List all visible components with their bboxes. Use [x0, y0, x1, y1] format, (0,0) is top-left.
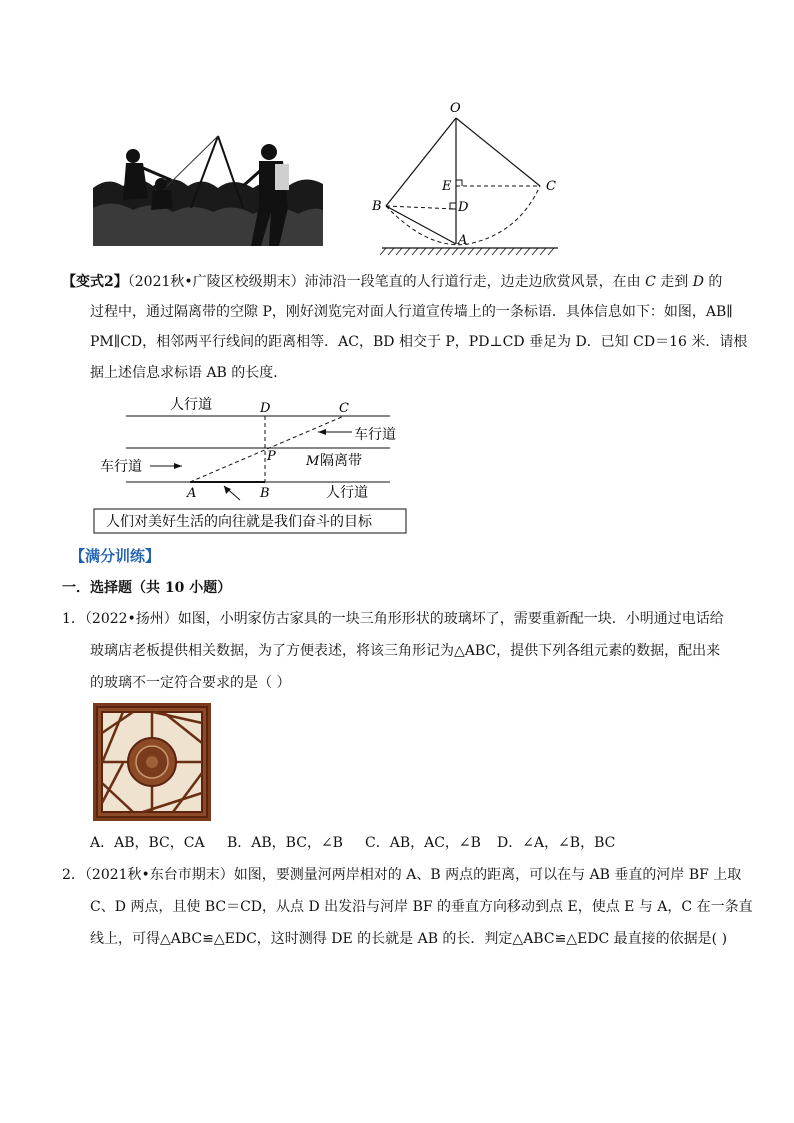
lane-bottom-label: 车行道 — [100, 459, 142, 475]
label-b: B — [372, 199, 382, 214]
road-label-m: M — [306, 454, 320, 469]
variant2-source: （2021秋•广陵区校级期末） — [127, 274, 305, 290]
variant2-line1-text: 沛沛沿一段笔直的人行道行走，边走边欣赏风景，在由 — [304, 274, 641, 290]
slogan-text: 人们对美好生活的向往就是我们奋斗的目标 — [106, 514, 372, 530]
road-label-c: C — [339, 401, 349, 416]
q1-line3: 的玻璃不一定符合要求的是（ ） — [90, 675, 291, 691]
q2-line1: 2．（2021秋•东台市期末）如图，要测量河两岸相对的 A、B 两点的距离，可以在与 AB 垂直的河岸 BF 上取 — [62, 867, 742, 883]
road-label-b: B — [260, 486, 270, 501]
median-label: 隔离带 — [320, 453, 362, 469]
variant2-line4: 据上述信息求标语 AB 的长度． — [90, 365, 288, 381]
q1-line2: 玻璃店老板提供相关数据，为了方便表述，将该三角形记为△ABC，提供下列各组元素的数据，配出来 — [90, 643, 721, 659]
pendulum-figure — [368, 98, 568, 260]
furniture-glass-image — [93, 703, 211, 821]
q1-option-c: C．AB，AC，∠B — [365, 835, 481, 851]
label-o: O — [450, 101, 461, 116]
road-label-d: D — [260, 401, 271, 416]
label-d: D — [458, 200, 469, 215]
label-a: A — [458, 233, 468, 248]
sidewalk-bottom-label: 人行道 — [326, 485, 368, 501]
label-c: C — [546, 179, 556, 194]
q1-line1: 1．（2022•扬州）如图，小明家仿古家具的一块三角形形状的玻璃坏了，需要重新配一块．小明通过电话给 — [62, 611, 724, 627]
label-e: E — [442, 179, 452, 194]
q1-option-a: A．AB，BC，CA — [90, 835, 205, 851]
lane-top-label: 车行道 — [354, 427, 396, 443]
section-subtitle: 一．选择题（共 10 小题） — [62, 580, 232, 596]
sidewalk-top-label: 人行道 — [170, 397, 212, 413]
variant2-tag: 【变式2】 — [62, 274, 128, 290]
variant2-line2: 过程中，通过隔离带的空隙 P，刚好浏览完对面人行道宣传墙上的一条标语．具体信息如下：如图，AB∥ — [90, 304, 733, 320]
q2-line3: 线上，可得△ABC≌△EDC，这时测得 DE 的长就是 AB 的长．判定△ABC≌△EDC 最直接的依据是( ) — [90, 931, 728, 947]
road-figure — [92, 392, 412, 537]
swing-photo — [93, 128, 323, 246]
road-label-p: P — [267, 449, 276, 464]
q2-line2: C、D 两点，且使 BC＝CD，从点 D 出发沿与河岸 BF 的垂直方向移动到点 E，使点 E 与 A，C 在一条直 — [90, 899, 753, 915]
q1-option-d: D．∠A，∠B，BC — [497, 835, 616, 851]
section-title: 【满分训练】 — [70, 547, 161, 565]
variant2-line1: 【变式2】（2021秋•广陵区校级期末）沛沛沿一段笔直的人行道行走，边走边欣赏风景，在由 C 走到 D 的 — [62, 274, 723, 290]
variant2-line3: PM∥CD，相邻两平行线间的距离相等．AC，BD 相交于 P，PD⊥CD 垂足为 D．已知 CD＝16 米．请根 — [90, 334, 748, 350]
road-label-a: A — [187, 486, 197, 501]
q1-option-b: B．AB，BC，∠B — [227, 835, 343, 851]
